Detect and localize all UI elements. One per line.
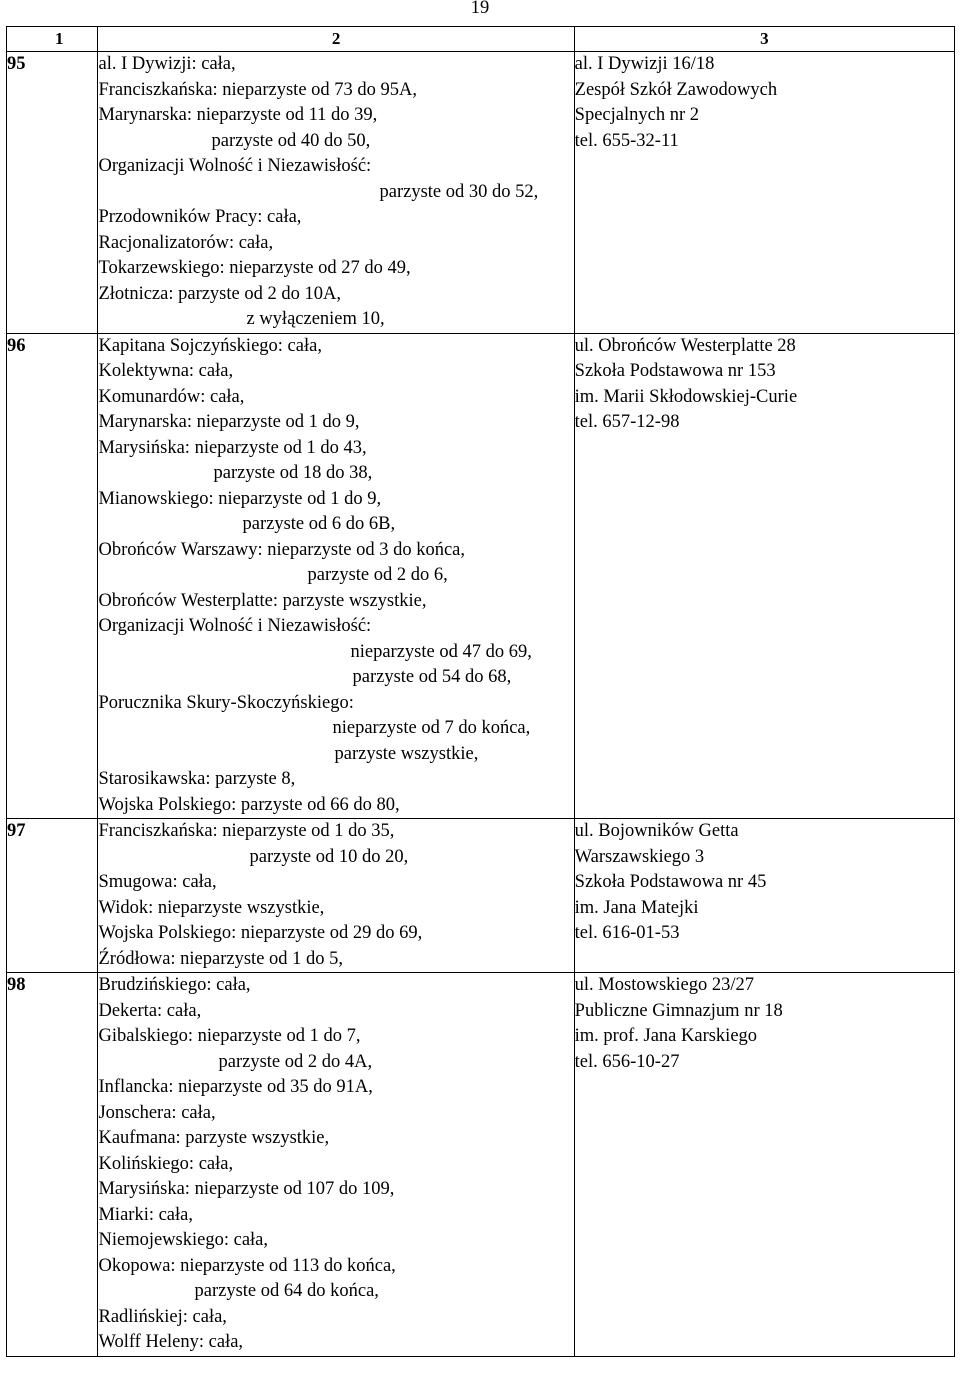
streets-cell <box>98 819 574 973</box>
street-line: Kolektywna: cała, <box>98 361 234 381</box>
street-line: parzyste od 2 do 4A, <box>218 1051 373 1072</box>
street-line: Porucznika Skury-Skoczyńskiego: <box>98 692 354 713</box>
street-line: parzyste wszystkie, <box>334 743 479 764</box>
table-row <box>7 819 955 973</box>
street-line: Mianowskiego: nieparzyste od 1 do 9, <box>98 488 382 509</box>
school-line: al. I Dywizji 16/18 <box>574 54 715 74</box>
street-line: Franciszkańska: nieparzyste od 1 do 35, <box>98 821 395 841</box>
street-line: Widok: nieparzyste wszystkie, <box>98 897 325 918</box>
column-header-number: 1 <box>7 27 98 52</box>
street-line: Jonschera: cała, <box>98 1102 216 1123</box>
school-line: im. prof. Jana Karskiego <box>574 1026 758 1046</box>
school-line: Szkoła Podstawowa nr 45 <box>574 872 767 892</box>
table-header-row <box>7 27 955 52</box>
street-line: Niemojewskiego: cała, <box>98 1230 269 1250</box>
street-line: Przodowników Pracy: cała, <box>98 207 302 227</box>
school-cell <box>574 52 954 334</box>
school-cell <box>574 333 954 819</box>
street-line: z wyłączeniem 10, <box>246 309 385 329</box>
street-line: al. I Dywizji: cała, <box>98 54 236 74</box>
street-line: Komunardów: cała, <box>98 386 245 407</box>
street-line: Starosikawska: parzyste 8, <box>98 769 296 789</box>
table-row <box>7 52 955 334</box>
street-line: Marynarska: nieparzyste od 11 do 39, <box>98 105 378 125</box>
street-line: Inflancka: nieparzyste od 35 do 91A, <box>98 1077 373 1097</box>
street-line: parzyste od 10 do 20, <box>249 846 409 867</box>
table-row <box>7 973 955 1357</box>
street-line: parzyste od 6 do 6B, <box>242 514 396 534</box>
street-line: Marynarska: nieparzyste od 1 do 9, <box>98 412 360 432</box>
school-line: Zespół Szkół Zawodowych <box>574 79 778 100</box>
district-number: 95 <box>7 52 98 334</box>
table-row <box>7 333 955 819</box>
street-line: parzyste od 40 do 50, <box>211 130 371 151</box>
street-line: parzyste od 18 do 38, <box>213 463 373 483</box>
street-line: Wojska Polskiego: nieparzyste od 29 do 69, <box>98 923 423 943</box>
street-line: nieparzyste od 7 do końca, <box>332 718 531 738</box>
street-line: parzyste od 30 do 52, <box>379 181 539 202</box>
district-number: 97 <box>7 819 98 973</box>
street-line: Radlińskiej: cała, <box>98 1306 227 1327</box>
street-line: Kapitana Sojczyńskiego: cała, <box>98 335 322 356</box>
street-line: Marysińska: nieparzyste od 1 do 43, <box>98 437 367 458</box>
streets-cell <box>98 973 574 1357</box>
street-line: Obrońców Warszawy: nieparzyste od 3 do końca, <box>98 539 465 560</box>
street-line: Smugowa: cała, <box>98 872 217 892</box>
school-line: tel. 657-12-98 <box>574 412 680 432</box>
street-line: Kaufmana: parzyste wszystkie, <box>98 1128 330 1148</box>
school-line: ul. Bojowników Getta <box>574 821 739 841</box>
school-line: Szkoła Podstawowa nr 153 <box>574 361 776 381</box>
street-line: Gibalskiego: nieparzyste od 1 do 7, <box>98 1026 361 1046</box>
school-line: ul. Mostowskiego 23/27 <box>574 975 755 995</box>
street-line: Obrońców Westerplatte: parzyste wszystkie, <box>98 590 427 611</box>
school-line: Warszawskiego 3 <box>574 846 705 867</box>
street-line: Źródłowa: nieparzyste od 1 do 5, <box>98 948 344 969</box>
school-cell <box>574 973 954 1357</box>
district-number: 96 <box>7 333 98 819</box>
district-number: 98 <box>7 973 98 1357</box>
street-line: Złotnicza: parzyste od 2 do 10A, <box>98 283 341 304</box>
street-line: Organizacji Wolność i Niezawisłość: <box>98 156 372 176</box>
school-line: Specjalnych nr 2 <box>574 105 699 125</box>
street-line: Racjonalizatorów: cała, <box>98 232 274 253</box>
column-header-school: 3 <box>574 27 954 52</box>
school-line: im. Marii Skłodowskiej-Curie <box>574 386 798 407</box>
school-line: tel. 655-32-11 <box>574 130 679 151</box>
street-line: parzyste od 64 do końca, <box>194 1281 379 1301</box>
school-line: Publiczne Gimnazjum nr 18 <box>574 1000 783 1021</box>
school-cell <box>574 819 954 973</box>
page-number: 19 <box>470 0 490 18</box>
street-line: Wolff Heleny: cała, <box>98 1332 244 1352</box>
street-line: Dekerta: cała, <box>98 1000 202 1021</box>
street-line: Okopowa: nieparzyste od 113 do końca, <box>98 1255 396 1276</box>
street-line: Franciszkańska: nieparzyste od 73 do 95A, <box>98 79 418 100</box>
street-line: Wojska Polskiego: parzyste od 66 do 80, <box>98 794 400 815</box>
school-line: tel. 616-01-53 <box>574 923 680 943</box>
street-line: parzyste od 2 do 6, <box>307 565 448 585</box>
street-line: nieparzyste od 47 do 69, <box>350 641 532 662</box>
school-line: tel. 656-10-27 <box>574 1051 680 1072</box>
street-line: Kolińskiego: cała, <box>98 1153 234 1174</box>
column-header-streets: 2 <box>98 27 574 52</box>
street-line: Organizacji Wolność i Niezawisłość: <box>98 616 372 636</box>
street-line: parzyste od 54 do 68, <box>352 667 512 687</box>
streets-cell <box>98 52 574 334</box>
street-line: Miarki: cała, <box>98 1204 193 1225</box>
school-line: im. Jana Matejki <box>574 897 699 918</box>
streets-cell <box>98 333 574 819</box>
street-line: Tokarzewskiego: nieparzyste od 27 do 49, <box>98 258 411 278</box>
street-line: Marysińska: nieparzyste od 107 do 109, <box>98 1179 395 1199</box>
street-line: Brudzińskiego: cała, <box>98 975 251 995</box>
school-district-table <box>6 26 955 1357</box>
school-line: ul. Obrońców Westerplatte 28 <box>574 335 796 356</box>
